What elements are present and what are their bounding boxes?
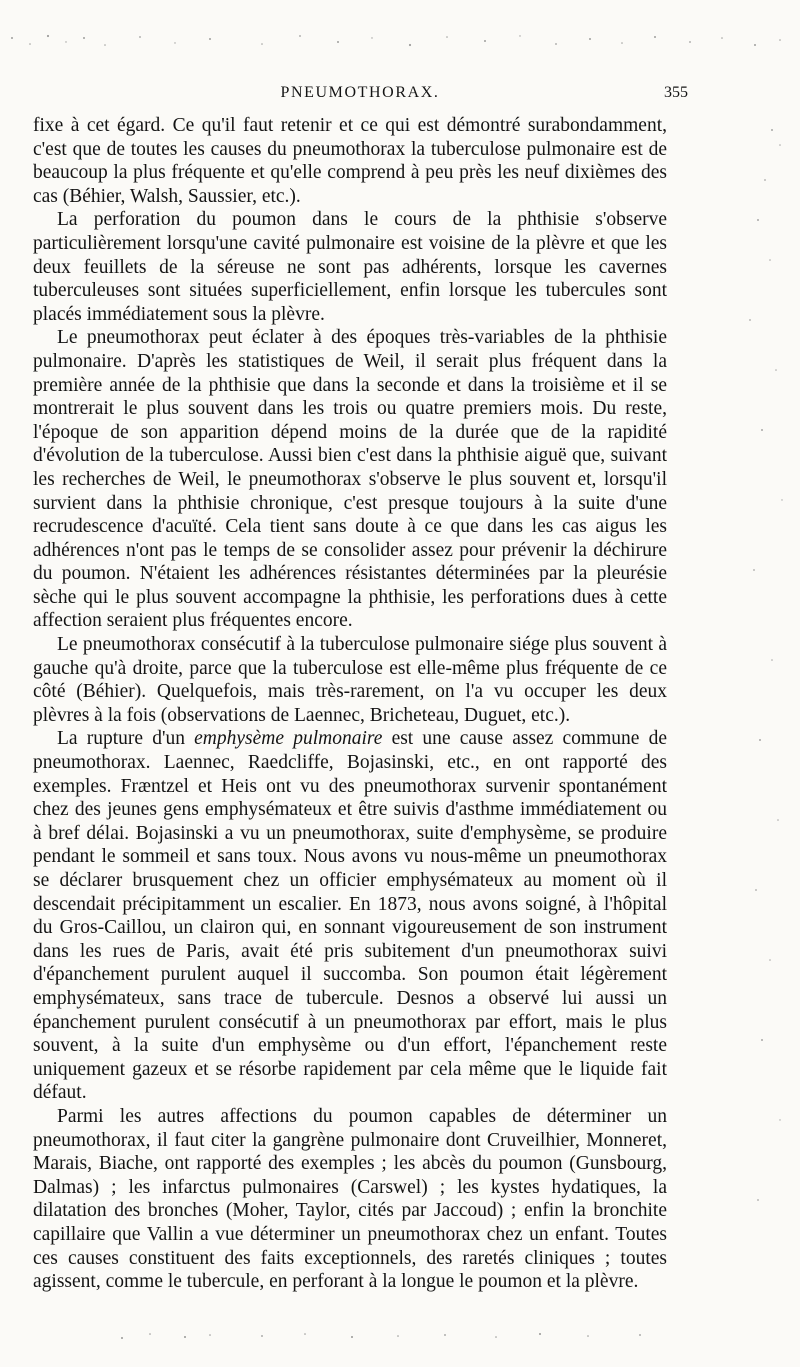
scan-bottom-dots xyxy=(0,1320,800,1350)
page-number: 355 xyxy=(664,84,688,101)
paragraph-1: fixe à cet égard. Ce qu'il faut retenir et ce qui est démontré surabondamment, c'est que de toutes les causes du pneumothorax la tuberculose pulmonaire est de beaucoup la plus fréquente et qu'elle comprend à peu près les neuf dixièmes des cas (Béhier, Walsh, Saussier, etc.). xyxy=(33,115,667,207)
body-text xyxy=(33,114,667,1294)
paragraph-3: Le pneumothorax peut éclater à des époques très-variables de la phthisie pulmonaire. D'après les statistiques de Weil, il serait plus fréquent dans la première année de la phthisie que dans la seconde et dans la troisième et il se montrerait le plus souvent dans les trois ou quatre premiers mois. Du reste, l'époque de son apparition dépend moins de la durée que de la rapidité d'évolution de la tuberculose. Aussi bien c'est dans la phthisie aiguë que, suivant les recherches de Weil, le pneumothorax s'observe le plus souvent et, lorsqu'il survient dans la phthisie chronique, c'est presque toujours à la suite d'une recrudescence d'acuïté. Cela tient sans doute à ce que dans les cas aigus les adhérences n'ont pas le temps de se consolider assez pour prévenir la déchirure du poumon. N'étaient les adhérences résistantes déterminées par la pleurésie sèche qui le plus souvent accompagne la phthisie, les perforations dues à cette affection seraient plus fréquentes encore. xyxy=(33,327,667,632)
scan-noise-top xyxy=(0,0,800,60)
paragraph-5-italic-term: emphysème pulmonaire xyxy=(194,728,383,750)
running-title: PNEUMOTHORAX. xyxy=(280,84,440,101)
paragraph-5 xyxy=(33,727,667,1105)
paragraph-2: La perforation du poumon dans le cours de la phthisie s'observe particulièrement lorsqu'une cavité pulmonaire est voisine de la plèvre et que les deux feuillets de la séreuse ne sont pas adhérents, lorsque les cavernes tuberculeuses sont situées superficiellement, enfin lorsque les tubercules sont placés immédiatement sous la plèvre. xyxy=(33,209,667,325)
paragraph-5-rest: est une cause assez commune de pneumothorax. Laennec, Raedcliffe, Bojasinski, etc., en ont rapporté des exemples. Fræntzel et Heis ont vu des pneumothorax survenir spontanément chez des jeunes gens emphysémateux et être suivis d'asthme immédiatement ou à bref délai. Bojasinski a vu un pneumothorax, suite d'emphysème, se produire pendant le sommeil et sans toux. Nous avons vu nous-même un pneumothorax se déclarer brusquement chez un officier emphysémateux au moment où il descendait précipitamment un escalier. En 1873, nous avons soigné, à l'hôpital du Gros-Caillou, un clairon qui, en sonnant vigoureusement de son instrument dans les rues de Paris, avait été pris subitement d'un pneumothorax suivi d'épanchement purulent auquel il succomba. Son poumon était légèrement emphysémateux, sans trace de tubercule. Desnos a observé lui aussi un épanchement purulent consécutif à un pneumothorax par effort, mais le plus souvent, à la suite d'un emphysème ou d'un effort, l'épanchement reste uniquement gazeux et se résorbe rapidement par cela même que le liquide fait défaut. xyxy=(33,728,667,1104)
running-head xyxy=(40,80,688,106)
paragraph-5-start: La rupture d'un xyxy=(57,728,195,750)
scan-margin-specks xyxy=(710,100,800,1300)
paragraph-4: Le pneumothorax consécutif à la tuberculose pulmonaire siége plus souvent à gauche qu'à droite, parce que la tuberculose est elle-même plus fréquente de ce côté (Béhier). Quelquefois, mais très-rarement, on l'a vu occuper les deux plèvres à la fois (observations de Laennec, Bricheteau, Duguet, etc.). xyxy=(33,634,667,726)
paragraph-6: Parmi les autres affections du poumon capables de déterminer un pneumothorax, il faut citer la gangrène pulmonaire dont Cruveilhier, Monneret, Marais, Biache, ont rapporté des exemples ; les abcès du poumon (Gunsbourg, Dalmas) ; les infarctus pulmonaires (Carswel) ; les kystes hydatiques, la dilatation des bronches (Moher, Taylor, cités par Jaccoud) ; enfin la bronchite capillaire que Vallin a vue déterminer un pneumothorax chez un enfant. Toutes ces causes constituent des faits exceptionnels, des raretés cliniques ; toutes agissent, comme le tubercule, en perforant à la longue le poumon et la plèvre. xyxy=(33,1105,667,1293)
